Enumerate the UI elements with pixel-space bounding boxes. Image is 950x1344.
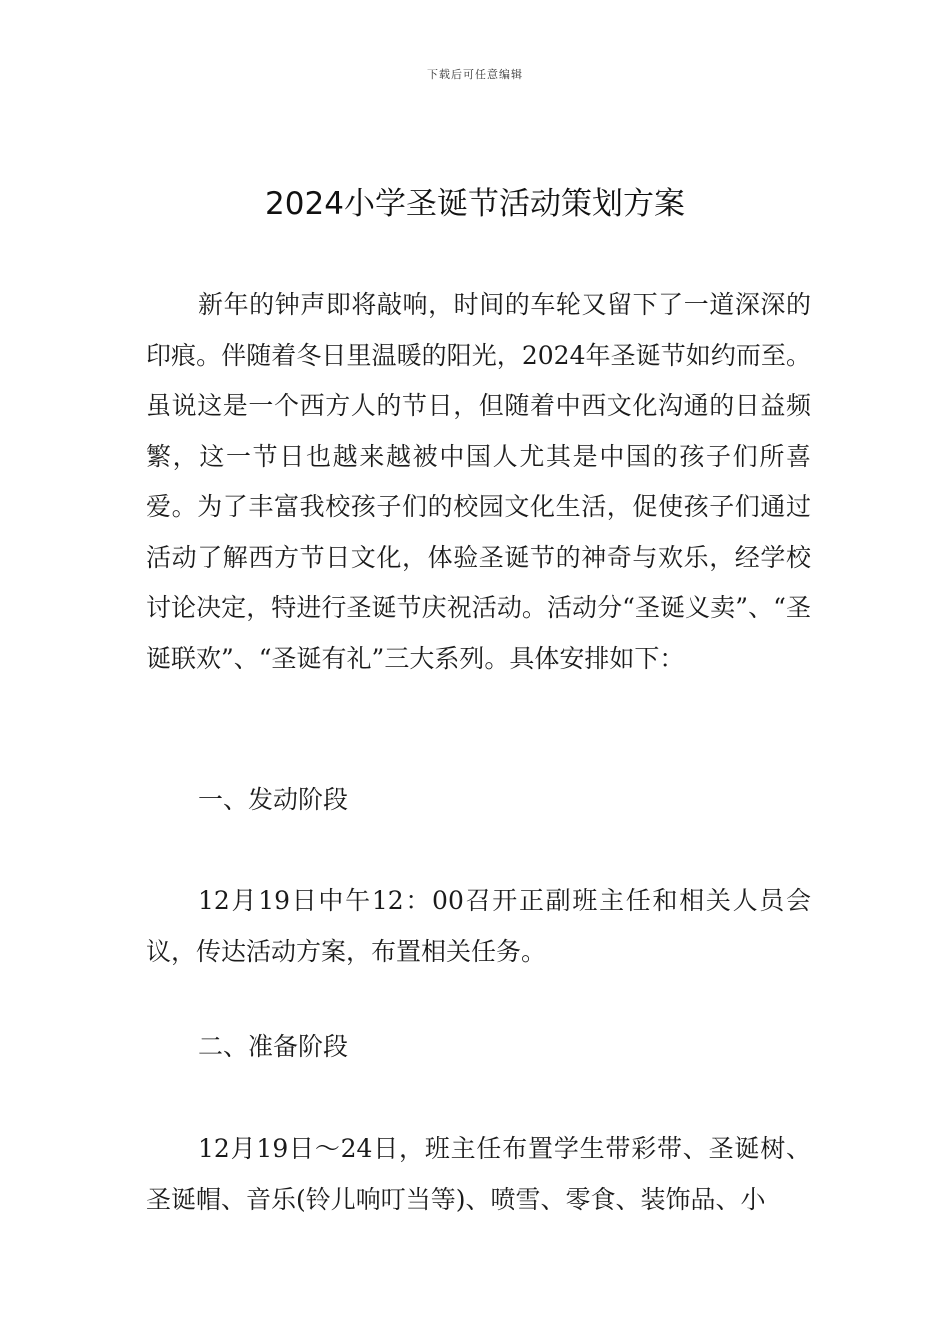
section-paragraph-preparation: 12月19日～24日，班主任布置学生带彩带、圣诞树、圣诞帽、音乐(铃儿响叮当等)、喷雪、零食、装饰品、小 bbox=[146, 1134, 811, 1214]
section-heading-mobilization: 一、发动阶段 bbox=[198, 785, 349, 814]
document-title: 2024小学圣诞节活动策划方案 bbox=[265, 186, 685, 222]
section-heading-preparation: 二、准备阶段 bbox=[198, 1032, 349, 1061]
header-note: 下载后可任意编辑 bbox=[427, 68, 523, 81]
section-paragraph-mobilization: 12月19日中午12：00召开正副班主任和相关人员会议，传达活动方案，布置相关任务。 bbox=[146, 886, 811, 966]
intro-paragraph: 新年的钟声即将敲响，时间的车轮又留下了一道深深的印痕。伴随着冬日里温暖的阳光，2024年圣诞节如约而至。虽说这是一个西方人的节日，但随着中西文化沟通的日益频繁，这一节日也越来越被中国人尤其是中国的孩子们所喜爱。为了丰富我校孩子们的校园文化生活，促使孩子们通过活动了解西方节日文化，体验圣诞节的神奇与欢乐，经学校讨论决定，特进行圣诞节庆祝活动。活动分“圣诞义卖”、“圣诞联欢”、“圣诞有礼”三大系列。具体安排如下： bbox=[146, 290, 811, 673]
